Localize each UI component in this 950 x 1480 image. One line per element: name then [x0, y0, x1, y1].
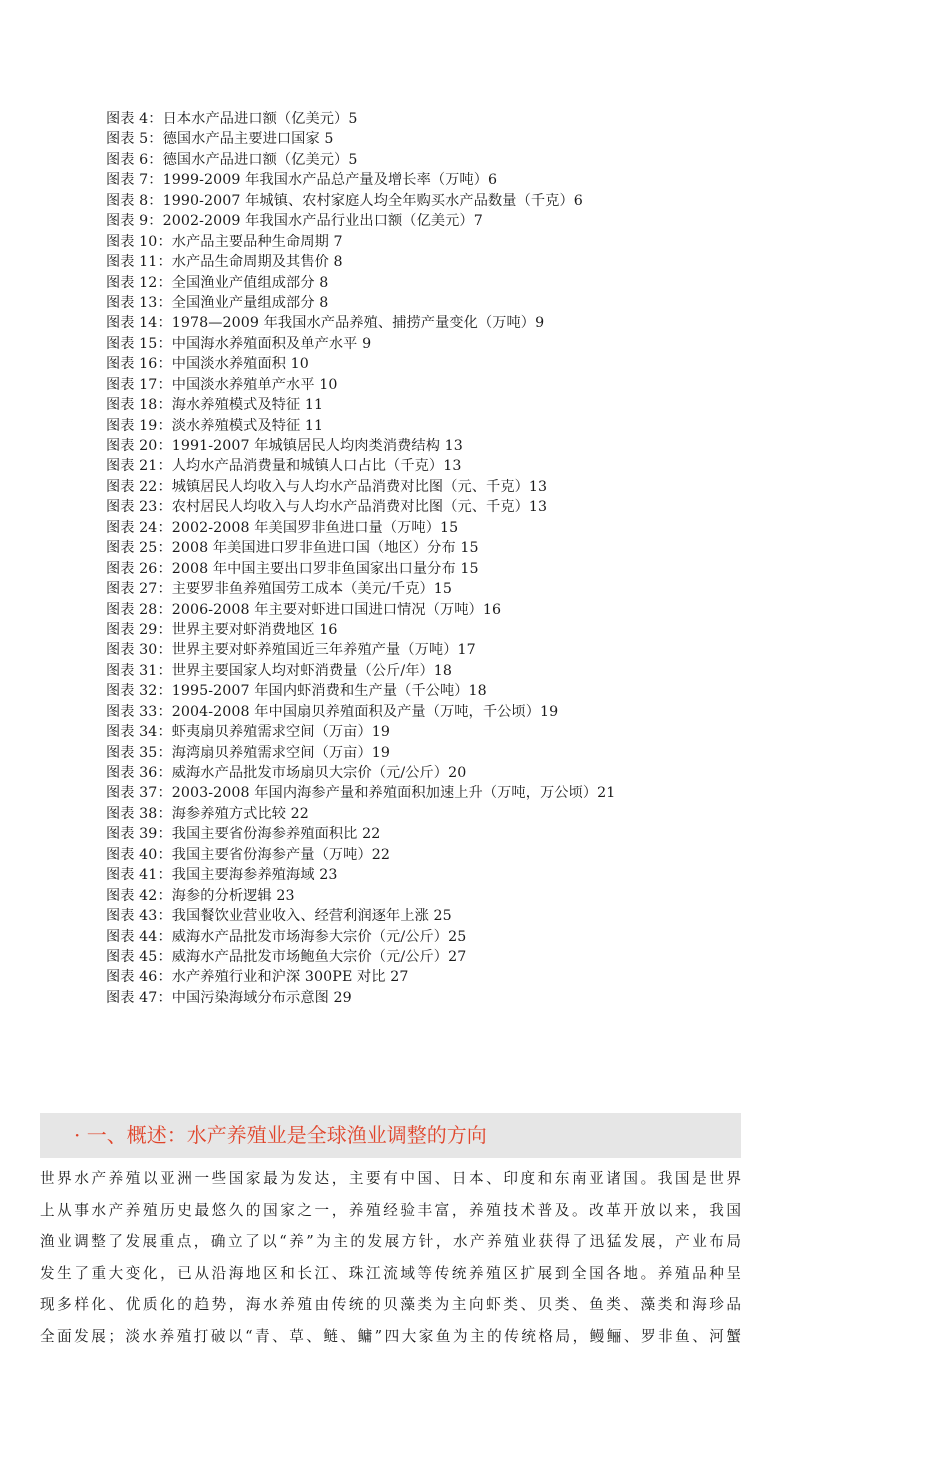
figure-index-item[interactable]: 图表 22：城镇居民人均收入与人均水产品消费对比图（元、千克）13 [106, 478, 548, 495]
paragraph-line: 世界水产养殖以亚洲一些国家最为发达，主要有中国、日本、印度和东南亚诸国。我国是世界 [40, 1170, 741, 1187]
figure-index-item[interactable]: 图表 31：世界主要国家人均对虾消费量（公斤/年）18 [106, 662, 453, 679]
figure-index-item[interactable]: 图表 23：农村居民人均收入与人均水产品消费对比图（元、千克）13 [106, 499, 548, 516]
figure-index-item[interactable]: 图表 30：世界主要对虾养殖国近三年养殖产量（万吨）17 [106, 642, 476, 659]
figure-index-item[interactable]: 图表 6：德国水产品进口额（亿美元）5 [106, 151, 358, 168]
figure-index-item[interactable]: 图表 40：我国主要省份海参产量（万吨）22 [106, 846, 391, 863]
figure-index-item[interactable]: 图表 11：水产品生命周期及其售价 8 [106, 254, 343, 271]
paragraph-line: 全面发展；淡水养殖打破以“青、草、鲢、鳙”四大家鱼为主的传统格局，鳗鲡、罗非鱼、河蟹 [40, 1327, 741, 1345]
figure-index-item[interactable]: 图表 12：全国渔业产值组成部分 8 [106, 274, 329, 291]
figure-index-item[interactable]: 图表 32：1995-2007 年国内虾消费和生产量（千公吨）18 [106, 683, 487, 700]
figure-index-item[interactable]: 图表 5：德国水产品主要进口国家 5 [106, 131, 334, 148]
figure-index-item[interactable]: 图表 20：1991-2007 年城镇居民人均肉类消费结构 13 [106, 438, 463, 454]
figure-index-item[interactable]: 图表 45：威海水产品批发市场鲍鱼大宗价（元/公斤）27 [106, 948, 467, 965]
paragraph-line: 上从事水产养殖历史最悠久的国家之一，养殖经验丰富，养殖技术普及。改革开放以来，我国 [40, 1201, 741, 1219]
figure-index-item[interactable]: 图表 27：主要罗非鱼养殖国劳工成本（美元/千克）15 [106, 581, 453, 598]
figure-index-item[interactable]: 图表 47：中国污染海域分布示意图 29 [106, 989, 352, 1006]
figure-index-item[interactable]: 图表 18：海水养殖模式及特征 11 [106, 397, 324, 414]
figure-index-list [106, 109, 926, 1008]
figure-index-item[interactable]: 图表 17：中国淡水养殖单产水平 10 [106, 376, 338, 393]
figure-index-item[interactable]: 图表 10：水产品主要品种生命周期 7 [106, 233, 343, 250]
body-paragraph [40, 1163, 741, 1352]
figure-index-item[interactable]: 图表 33：2004-2008 年中国扇贝养殖面积及产量（万吨，千公顷）19 [106, 703, 559, 720]
paragraph-line: 渔业调整了发展重点，确立了以“养”为主的发展方针，水产养殖业获得了迅猛发展，产业布局 [40, 1233, 741, 1250]
figure-index-item[interactable]: 图表 26：2008 年中国主要出口罗非鱼国家出口量分布 15 [106, 560, 479, 577]
figure-index-item[interactable]: 图表 44：威海水产品批发市场海参大宗价（元/公斤）25 [106, 928, 467, 945]
figure-index-item[interactable]: 图表 16：中国淡水养殖面积 10 [106, 356, 309, 373]
figure-index-item[interactable]: 图表 19：淡水养殖模式及特征 11 [106, 417, 324, 434]
figure-index-item[interactable]: 图表 43：我国餐饮业营业收入、经营利润逐年上涨 25 [106, 908, 452, 925]
figure-index-item[interactable]: 图表 13：全国渔业产量组成部分 8 [106, 294, 329, 311]
figure-index-item[interactable]: 图表 39：我国主要省份海参养殖面积比 22 [106, 826, 381, 843]
figure-index-item[interactable]: 图表 4：日本水产品进口额（亿美元）5 [106, 111, 358, 127]
figure-index-item[interactable]: 图表 41：我国主要海参养殖海域 23 [106, 867, 338, 884]
figure-index-item[interactable]: 图表 28：2006-2008 年主要对虾进口国进口情况（万吨）16 [106, 601, 502, 618]
figure-index-item[interactable]: 图表 7：1999-2009 年我国水产品总产量及增长率（万吨）6 [106, 172, 498, 189]
figure-index-item[interactable]: 图表 37：2003-2008 年国内海参产量和养殖面积加速上升（万吨，万公顷）21 [106, 785, 616, 802]
figure-index-item[interactable]: 图表 36：威海水产品批发市场扇贝大宗价（元/公斤）20 [106, 765, 467, 781]
figure-index-item[interactable]: 图表 14：1978—2009 年我国水产品养殖、捕捞产量变化（万吨）9 [106, 315, 545, 332]
figure-index-item[interactable]: 图表 35：海湾扇贝养殖需求空间（万亩）19 [106, 744, 391, 761]
figure-index-item[interactable]: 图表 15：中国海水养殖面积及单产水平 9 [106, 335, 372, 352]
figure-index-item[interactable]: 图表 34：虾夷扇贝养殖需求空间（万亩）19 [106, 724, 391, 741]
figure-index-item[interactable]: 图表 25：2008 年美国进口罗非鱼进口国（地区）分布 15 [106, 540, 479, 557]
figure-index-item[interactable]: 图表 46：水产养殖行业和沪深 300PE 对比 27 [106, 969, 409, 986]
figure-index-item[interactable]: 图表 42：海参的分析逻辑 23 [106, 887, 295, 904]
figure-index-item[interactable]: 图表 9：2002-2009 年我国水产品行业出口额（亿美元）7 [106, 213, 483, 230]
section-heading: · 一、概述：水产养殖业是全球渔业调整的方向 [74, 1123, 487, 1147]
figure-index-item[interactable]: 图表 29：世界主要对虾消费地区 16 [106, 621, 338, 638]
figure-index-item[interactable]: 图表 21：人均水产品消费量和城镇人口占比（千克）13 [106, 458, 462, 475]
paragraph-line: 现多样化、优质化的趋势，海水养殖由传统的贝藻类为主向虾类、贝类、鱼类、藻类和海珍品 [40, 1296, 741, 1313]
figure-index-item[interactable]: 图表 8：1990-2007 年城镇、农村家庭人均全年购买水产品数量（千克）6 [106, 192, 583, 209]
figure-index-item[interactable]: 图表 38：海参养殖方式比较 22 [106, 805, 309, 822]
paragraph-line: 发生了重大变化，已从沿海地区和长江、珠江流域等传统养殖区扩展到全国各地。养殖品种呈 [40, 1264, 741, 1282]
figure-index-item[interactable]: 图表 24：2002-2008 年美国罗非鱼进口量（万吨）15 [106, 519, 459, 536]
